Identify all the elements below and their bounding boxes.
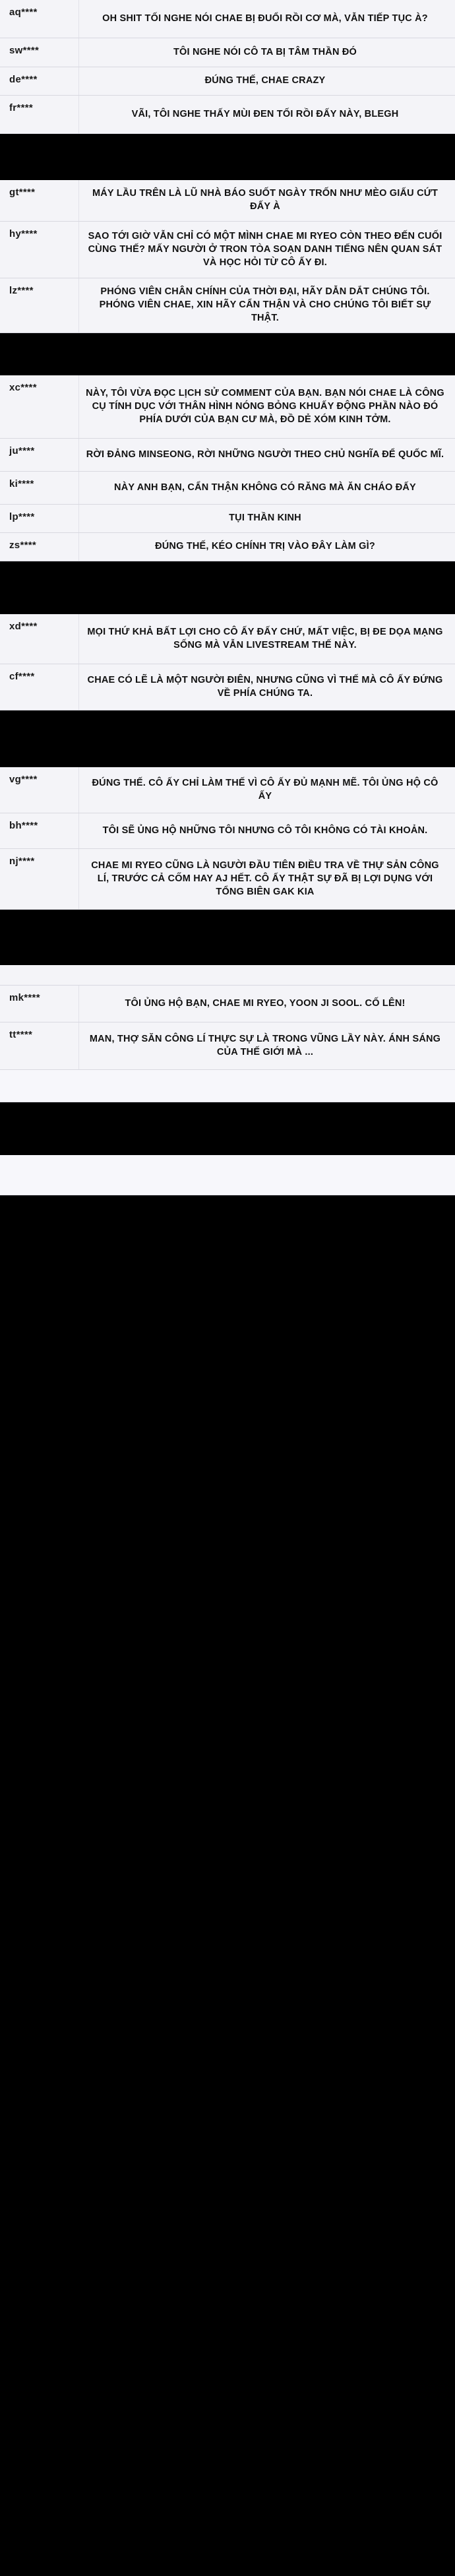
comment-username: ki**** [0, 472, 79, 504]
comment-text: TỤI THẦN KINH [79, 505, 455, 532]
comment-text: SAO TỚI GIỜ VẪN CHỈ CÓ MỘT MÌNH CHAE MI RYEO CÒN THEO ĐẾN CUỐI CÙNG THẾ? MẤY NGƯỜI Ở TRON TÒA SOẠN DANH TIẾNG NÊN QUAN SÁT VÀ HỌC HỎI TỪ CÔ ẤY ĐI. [79, 222, 455, 278]
comment-row [0, 375, 455, 439]
feed-gap [0, 561, 455, 614]
comment-text: CHAE MI RYEO CŨNG LÀ NGƯỜI ĐẦU TIÊN ĐIỀU TRA VỀ THỰ SẢN CÔNG LÍ, TRƯỚC CẢ CŐM HAY AJ HẾT. CÔ ẤY THẬT SỰ ĐÃ BỊ LỢI DỤNG VỚI TỔNG BIÊN GAK KIA [79, 849, 455, 909]
comment-row [0, 472, 455, 505]
comment-username: nj**** [0, 849, 79, 909]
comment-row [0, 533, 455, 561]
comment-username: xd**** [0, 614, 79, 664]
comment-row [0, 813, 455, 849]
comment-text: VÃI, TÔI NGHE THẤY MÙI ĐEN TỐI RỒI ĐẤY NÀY, BLEGH [79, 96, 455, 133]
comment-username: hy**** [0, 222, 79, 278]
comment-row [0, 849, 455, 910]
feed-gap [0, 1102, 455, 1155]
comment-username: lz**** [0, 278, 79, 332]
comment-row [0, 0, 455, 38]
comment-row [0, 222, 455, 278]
comment-feed [0, 0, 455, 1195]
comment-text: CHAE CÓ LẼ LÀ MỘT NGƯỜI ĐIÊN, NHƯNG CŨNG VÌ THẾ MÀ CÔ ẤY ĐỨNG VỀ PHÍA CHÚNG TA. [79, 664, 455, 710]
comment-username: xc**** [0, 375, 79, 438]
comment-username: tt**** [0, 1022, 79, 1069]
comment-username: cf**** [0, 664, 79, 710]
feed-gap [0, 910, 455, 965]
comment-text: TÔI ỦNG HỘ BẠN, CHAE MI RYEO, YOON JI SOOL. CỐ LÊN! [79, 986, 455, 1022]
comment-row [0, 180, 455, 222]
comment-text: PHÓNG VIÊN CHÂN CHÍNH CỦA THỜI ĐẠI, HÃY DẪN DẮT CHÚNG TÔI. PHÓNG VIÊN CHAE, XIN HÃY CẨN THẬN VÀ CHO CHÚNG TÔI BIẾT SỰ THẬT. [79, 278, 455, 332]
comment-row [0, 439, 455, 472]
comment-username: fr**** [0, 96, 79, 133]
comment-row [0, 38, 455, 67]
comment-row [0, 96, 455, 134]
comment-username: gt**** [0, 180, 79, 221]
comment-row [0, 614, 455, 664]
feed-blank-row [0, 1070, 455, 1102]
comment-text: MAN, THỢ SĂN CÔNG LÍ THỰC SỰ LÀ TRONG VŨNG LẦY NÀY. ÁNH SÁNG CỦA THẾ GIỚI MÀ ... [79, 1022, 455, 1069]
feed-divider [0, 965, 455, 986]
comment-text: NÀY ANH BẠN, CẨN THẬN KHÔNG CÓ RĂNG MÀ ĂN CHÁO ĐẤY [79, 472, 455, 504]
comment-row [0, 664, 455, 710]
feed-blank-row [0, 1155, 455, 1195]
comment-username: lp**** [0, 505, 79, 532]
feed-gap [0, 134, 455, 180]
comment-text: TÔI NGHE NÓI CÔ TA BỊ TÂM THẦN ĐÓ [79, 38, 455, 67]
comment-row [0, 278, 455, 333]
comment-row [0, 767, 455, 813]
comment-username: vg**** [0, 767, 79, 813]
comment-username: mk**** [0, 986, 79, 1022]
comment-username: ju**** [0, 439, 79, 471]
comment-text: TÔI SẼ ỦNG HỘ NHỮNG TÔI NHƯNG CÔ TÔI KHÔNG CÓ TÀI KHOẢN. [79, 813, 455, 848]
comment-text: MỌI THỨ KHẢ BẤT LỢI CHO CÔ ẤY ĐẤY CHỨ, MẤT VIỆC, BỊ ĐE DỌA MẠNG SỐNG MÀ VẪN LIVESTREAM THẾ NÀY. [79, 614, 455, 664]
comment-username: zs**** [0, 533, 79, 561]
feed-gap [0, 333, 455, 375]
comment-row [0, 986, 455, 1022]
comment-text: ĐÚNG THẾ, CHAE CRAZY [79, 67, 455, 95]
feed-gap [0, 710, 455, 767]
comment-username: sw**** [0, 38, 79, 67]
comment-row [0, 505, 455, 533]
comment-text: NÀY, TÔI VỪA ĐỌC LỊCH SỬ COMMENT CỦA BẠN. BẠN NÓI CHAE LÀ CÔNG CỤ TÍNH DỤC VỚI THÂN HÌNH NÓNG BỎNG KHUẤY ĐỘNG PHẦN NÀO ĐÓ PHÍA DƯỚI CỦA BẠN CƯ MÀ, ĐỒ DẺ XÓM KINH TỞM. [79, 375, 455, 438]
comment-username: aq**** [0, 0, 79, 38]
comment-text: ĐÚNG THẾ, KÉO CHÍNH TRỊ VÀO ĐÂY LÀM GÌ? [79, 533, 455, 561]
comment-text: OH SHIT TỐI NGHE NÓI CHAE BỊ ĐUỔI RỒI CƠ MÀ, VẪN TIẾP TỤC À? [79, 0, 455, 38]
comment-row [0, 67, 455, 96]
comment-text: ĐÚNG THẾ. CÔ ẤY CHỈ LÀM THẾ VÌ CÔ ẤY ĐỦ MẠNH MẼ. TÔI ỦNG HỘ CÔ ẤY [79, 767, 455, 813]
comment-username: de**** [0, 67, 79, 95]
comment-username: bh**** [0, 813, 79, 848]
comment-text: MÁY LẦU TRÊN LÀ LŨ NHÀ BÁO SUỐT NGÀY TRỐN NHƯ MÈO GIẤU CỨT ĐẤY À [79, 180, 455, 221]
comment-text: RỜI ĐẢNG MINSEONG, RỜI NHỮNG NGƯỜI THEO CHỦ NGHĨA ĐỂ QUỐC MĨ. [79, 439, 455, 471]
comment-row [0, 1022, 455, 1070]
